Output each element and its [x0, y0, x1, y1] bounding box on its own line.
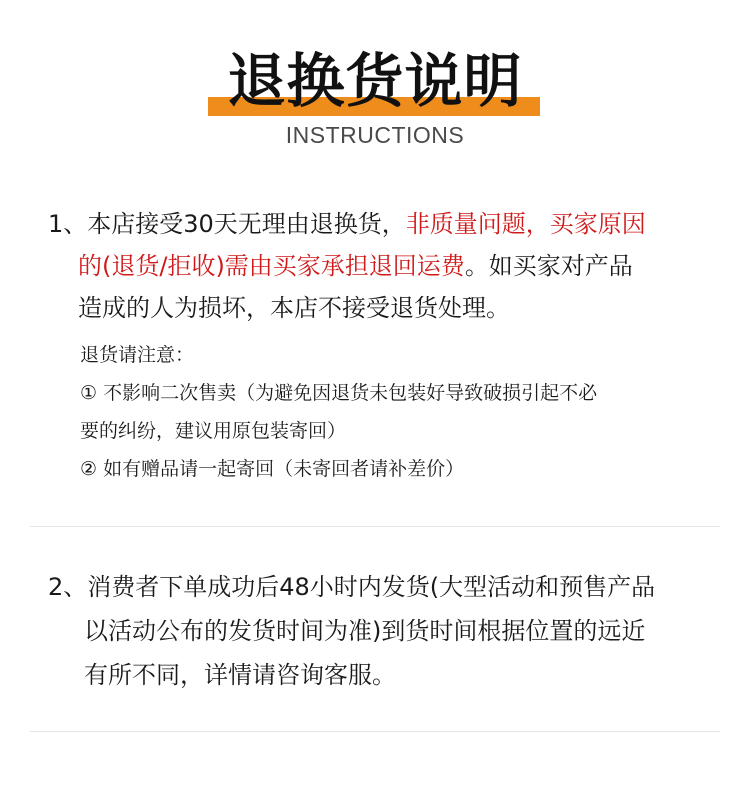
- item1-line2-text: 。如买家对产品: [464, 252, 633, 280]
- return-policy-item-1: [48, 203, 708, 329]
- item2-line3: 有所不同，详情请咨询客服。: [84, 661, 396, 689]
- notes-heading: 退货请注意：: [80, 344, 195, 366]
- item2-line2: 以活动公布的发货时间为准)到货时间根据位置的远近: [84, 617, 646, 645]
- item1-line1-highlight: 非质量问题，买家原因: [405, 210, 646, 238]
- page-subtitle: INSTRUCTIONS: [285, 122, 465, 148]
- item1-line2: [48, 245, 708, 287]
- header: [0, 0, 750, 160]
- note2: ② 如有赠品请一起寄回（未寄回者请补差价）: [80, 458, 465, 480]
- return-policy-item-2: [48, 565, 718, 697]
- item1-line3: 造成的人为损坏，本店不接受退货处理。: [78, 294, 510, 322]
- item1-line1-text: 1、本店接受30天无理由退换货，: [48, 210, 406, 238]
- note1-line1: ① 不影响二次售卖（为避免因退货未包装好导致破损引起不必: [80, 382, 598, 404]
- item1-line2-highlight: 的(退货/拒收)需由买家承担退回运费: [78, 252, 465, 280]
- return-notes: [80, 336, 700, 488]
- section-divider: [30, 526, 720, 527]
- page-title: 退换货说明: [227, 47, 523, 115]
- section-divider-bottom: [30, 731, 720, 732]
- note1-line2: 要的纠纷，建议用原包装寄回）: [80, 420, 347, 442]
- item1-line1: [48, 203, 708, 245]
- item2-line1: 2、消费者下单成功后48小时内发货(大型活动和预售产品: [48, 573, 656, 601]
